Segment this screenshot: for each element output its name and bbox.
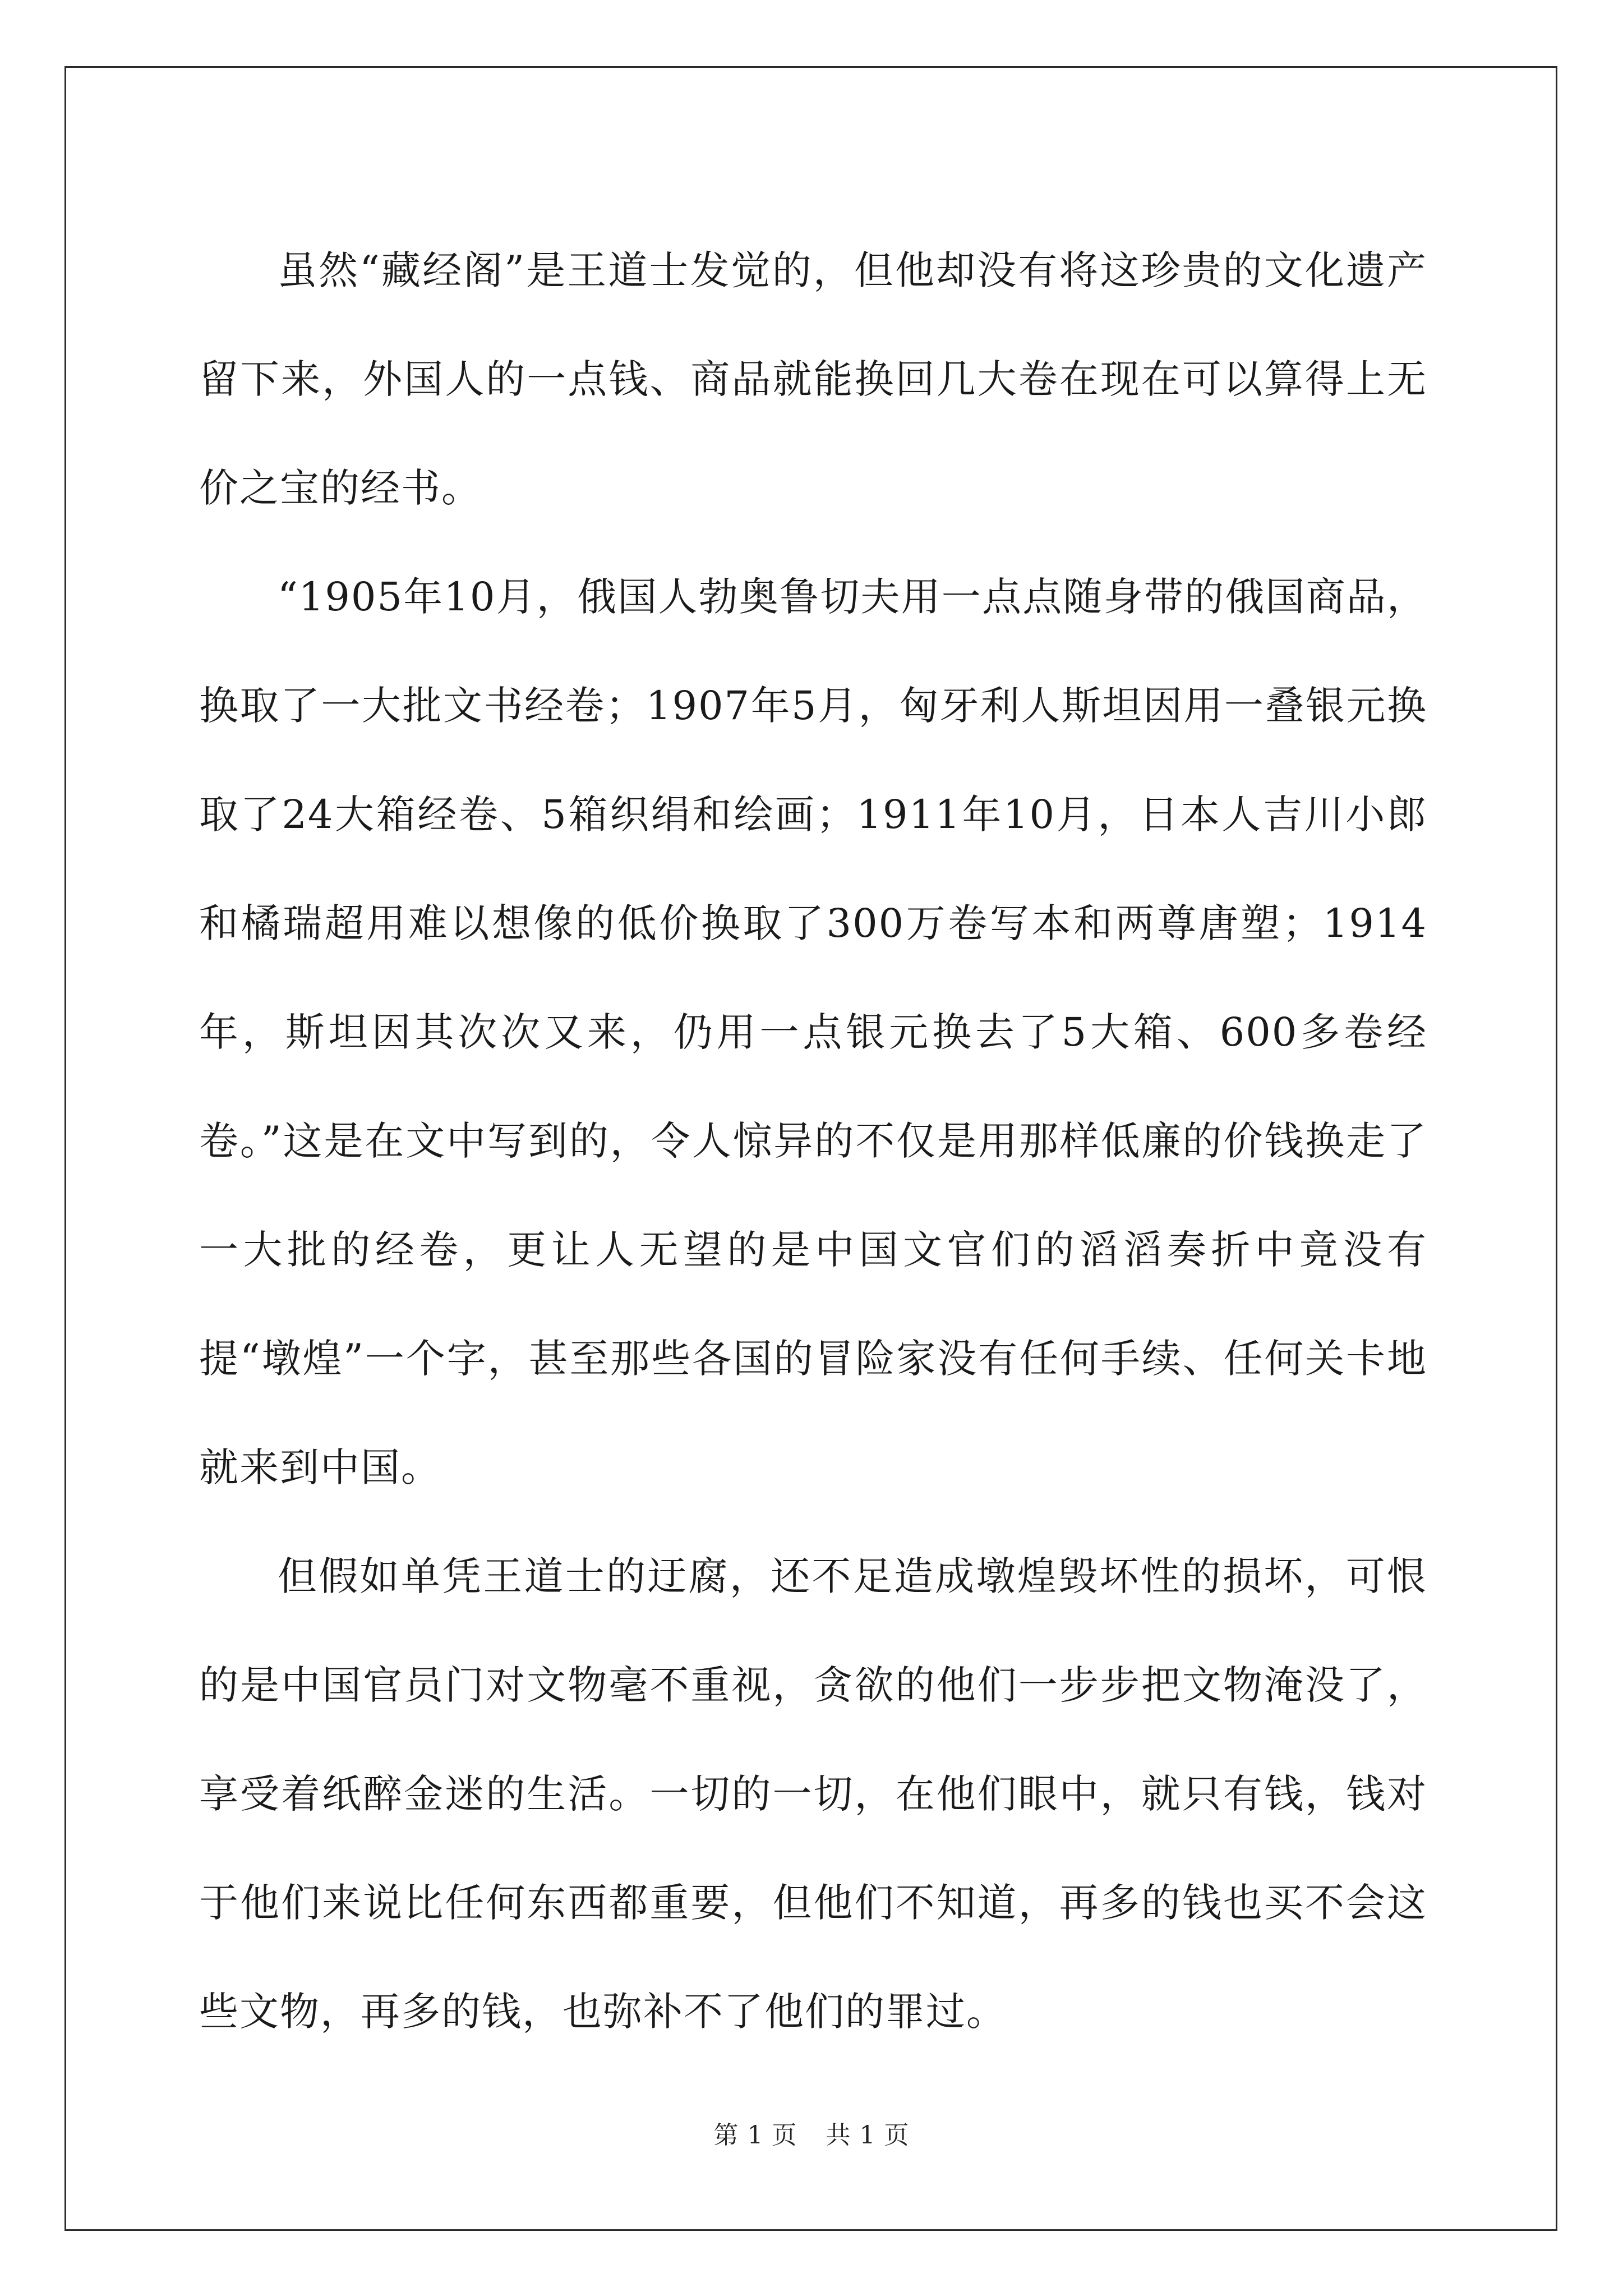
paragraph-3: 但假如单凭王道士的迂腐，还不足造成墩煌毁坏性的损坏，可恨的是中国官员门对文物毫不重视，贪欲的他们一步步把文物淹没了，享受着纸醉金迷的生活。一切的一切，在他们眼中，就只有钱，钱对于他们来说比任何东西都重要，但他们不知道，再多的钱也买不会这些文物，再多的钱，也弥补不了他们的罪过。 [199,1553,1427,2035]
page-number: 第 1 页 [713,2121,797,2150]
document-body [199,216,1427,2066]
page-footer [0,2115,1623,2151]
paragraph-2: “1905年10月，俄国人勃奥鲁切夫用一点点随身带的俄国商品，换取了一大批文书经卷；1907年5月，匈牙利人斯坦因用一叠银元换取了24大箱经卷、5箱织绢和绘画；1911年10月，日本人吉川小郎和橘瑞超用难以想像的低价换取了300万卷写本和两尊唐塑；1914年，斯坦因其次次又来，仍用一点银元换去了5大箱、600多卷经卷。”这是在文中写到的，令人惊异的不仅是用那样低廉的价钱换走了一大批的经卷，更让人无望的是中国文官们的滔滔奏折中竟没有提“墩煌”一个字，甚至那些各国的冒险家没有任何手续、任何关卡地就来到中国。 [199,574,1427,1490]
paragraph-1: 虽然“藏经阁”是王道士发觉的，但他却没有将这珍贵的文化遗产留下来，外国人的一点钱、商品就能换回几大卷在现在可以算得上无价之宝的经书。 [199,247,1427,511]
page-total: 共 1 页 [826,2121,910,2150]
